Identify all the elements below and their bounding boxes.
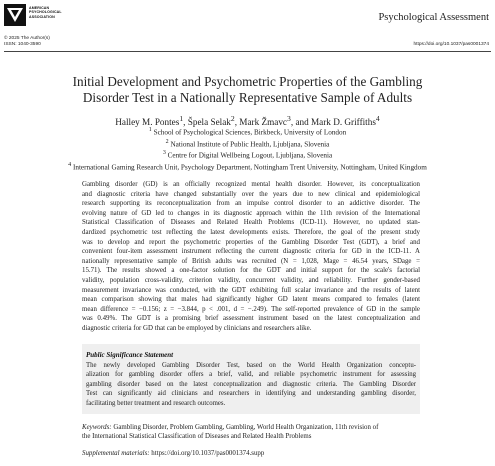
affil-text: International Gaming Research Unit, Psychology Department, Nottingham Trent University, Nottingham, United Kingdom: [72, 163, 427, 172]
keywords-text: Gambling Disorder, Problem Gambling, Gambling, World Health Organization, 11th revision of: [113, 424, 379, 431]
journal-header: [0, 0, 495, 50]
abstract-line: diagnostic criteria for GD that can be employed by clinicians and researchers alike.: [82, 324, 312, 332]
affiliation: [0, 161, 495, 173]
abstract-line: research supporting its reconceptualization from an impulse control disorder to an addictive disorder. The: [82, 200, 420, 208]
abstract-line: measurement invariance was conducted, with the GDT exhibiting full scalar invariance and the results of latent: [82, 286, 420, 294]
abstract-line: validity, population cross-validity, criterion validity, concurrent validity, and reliability. Further gender-based: [82, 276, 420, 284]
abstract-line: was 0.49%. The GDT is a promising brief assessment instrument based on the latest conceptualization and: [82, 315, 420, 323]
significance-line: The newly developed Gambling Disorder Test, based on the World Health Organization conceptu-: [86, 362, 416, 369]
abstract-line: mean comparison showing that males had significantly higher GD latent means compared to females (latent: [82, 296, 420, 304]
author-affil-sup: 3: [287, 114, 291, 123]
affiliation-list: [0, 126, 495, 173]
logo-line: ASSOCIATION: [29, 14, 55, 19]
supplemental-link[interactable]: https://doi.org/10.1037/pas0001374.supp: [151, 450, 265, 457]
apa-logo-text: [29, 6, 62, 19]
affil-text: Centre for Digital Wellbeing Logout, Ljubljana, Slovenia: [167, 151, 333, 160]
author-affil-sup: 2: [230, 114, 235, 123]
abstract-line: Statistical Classification of Diseases and Related Health Problems (ICD-11). However, no updated stan-: [82, 219, 420, 227]
abstract-line: 15.71). The results showed a one-factor solution for the GDT and initial support for the scale's factorial: [82, 267, 420, 275]
abstract-line: was to develop and report the psychometric properties of the Gambling Disorder Test (GDT), a brief and: [82, 238, 420, 246]
affiliation: [0, 138, 495, 150]
keywords-label: Keywords:: [82, 424, 112, 431]
article-title: [18, 74, 477, 106]
significance-line: facilitating better treatment and research outcomes.: [86, 399, 226, 407]
author-list: Halley M. Pontes$^1$, Špela Selak$^2$, Mark Žmavc$^3$, and Mark D. Griffiths$^4$: [115, 114, 380, 128]
issn-line: ISSN: 1040-3590: [4, 42, 41, 47]
public-significance-box: [82, 344, 420, 414]
affiliation: [0, 126, 495, 138]
abstract-line: mean difference = −0.156; z = −3.844, p < .001, d = −.249). The self-reported prevalence of GD in the sample: [82, 305, 420, 313]
author-affil-sup: 4: [375, 114, 380, 123]
significance-line: gambling disorder based on the latest conceptualization and diagnostic criteria. The Gambling Disorder: [86, 380, 416, 388]
doi-link[interactable]: https://doi.org/10.1037/pas0001374: [413, 42, 489, 47]
affil-sup: 2: [165, 138, 169, 145]
author-affil-sup: 1: [179, 114, 184, 123]
significance-heading: Public Significance Statement: [86, 351, 174, 359]
abstract-line: and diagnostic criteria have changed substantially over the years due to new clinical and epidemiological: [82, 190, 420, 198]
author-name: Špela Selak: [187, 117, 231, 128]
apa-logo-icon: [4, 4, 26, 26]
significance-line: alization for gambling disorder offers a brief, valid, and reliable psychometric instrument for assessing: [86, 371, 416, 379]
journal-name: Psychological Assessment: [378, 12, 489, 23]
abstract: [82, 180, 420, 334]
affil-sup: 1: [148, 127, 152, 133]
abstract-line: Gambling disorder (GD) is an officially recognized mental health disorder. However, its conceptualization: [82, 181, 420, 188]
keywords-line: [82, 423, 420, 432]
significance-line: Test can significantly aid clinicians and researchers in identifying and understanding gambling disorder,: [86, 390, 416, 398]
affil-text: National Institute of Public Health, Ljubljana, Slovenia: [170, 140, 330, 149]
copyright-info: [4, 36, 50, 48]
keywords-line: the International Statistical Classification of Diseases and Related Health Problems: [82, 433, 312, 441]
abstract-line: nationally representative sample of British adults was recruited (N = 1,028, Mage = 46.54 years, SDage =: [82, 257, 420, 265]
author-name: Halley M. Pontes: [115, 117, 180, 128]
title-line: Initial Development and Psychometric Properties of the Gambling: [72, 74, 423, 89]
abstract-line: dardized psychometric test reflecting the latest developments exists. Therefore, the goal of the present study: [82, 228, 420, 236]
affil-sup: 3: [162, 150, 166, 157]
supplemental-label: Supplemental materials:: [82, 450, 150, 457]
logo-line: PSYCHOLOGICAL: [29, 10, 62, 15]
author-name: Mark D. Griffiths: [311, 117, 376, 128]
header-divider: [4, 51, 491, 52]
keywords: [82, 423, 420, 442]
author-name: Mark Žmavc: [239, 117, 288, 128]
affil-text: School of Psychological Sciences, Birkbeck, University of London: [153, 128, 347, 137]
copyright-line: © 2025 The Author(s): [4, 36, 50, 41]
significance-text: [86, 361, 416, 408]
abstract-line: convenient four-item assessment instrument reflecting the current diagnostic criteria for GD in the ICD-11. A: [82, 248, 420, 256]
title-line: Disorder Test in a Nationally Representative Sample of Adults: [82, 90, 413, 105]
affiliation: [0, 149, 495, 161]
affil-sup: 4: [68, 162, 72, 169]
abstract-line: evolving nature of GD led to changes in its diagnostic approach within the 11th revision of the International: [82, 209, 420, 217]
supplemental-materials: [82, 450, 420, 457]
logo-line: AMERICAN: [29, 6, 50, 10]
